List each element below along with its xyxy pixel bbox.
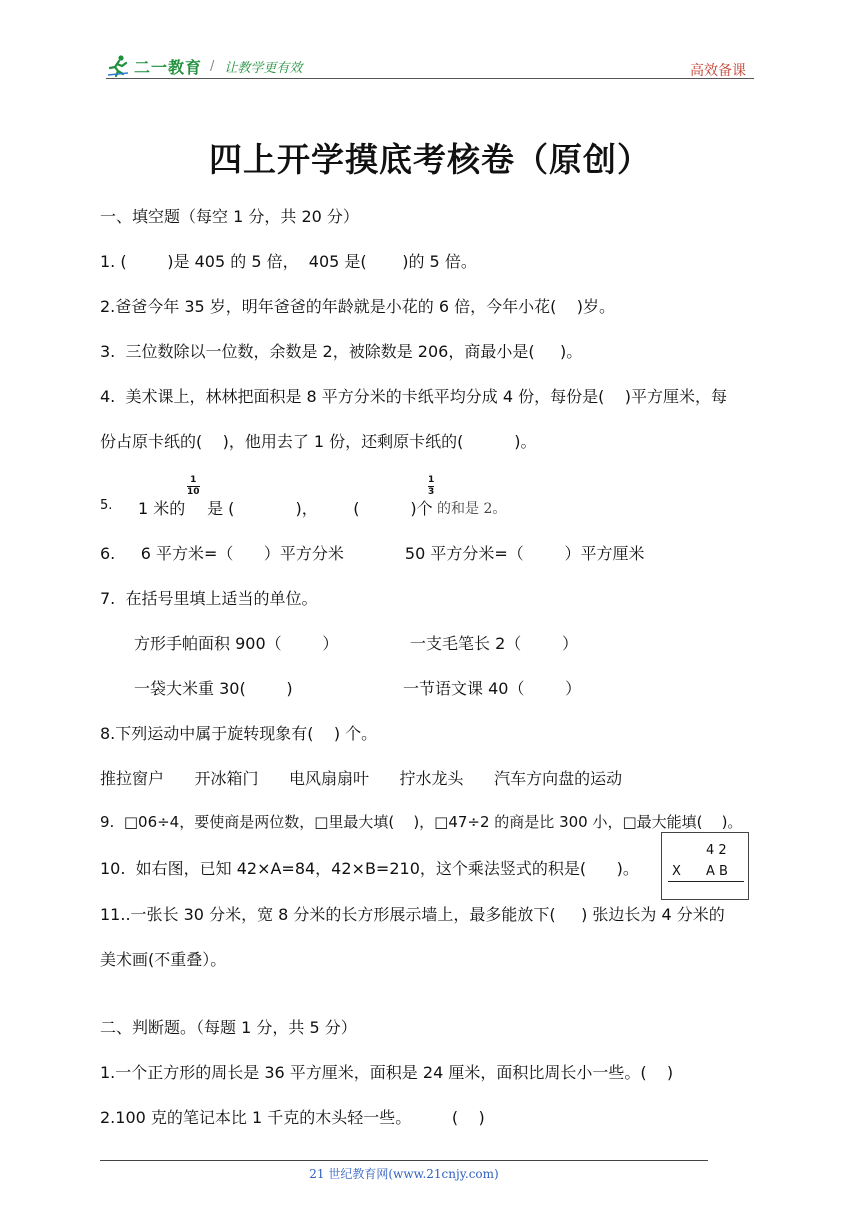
q5-number: 5. [100, 498, 113, 513]
q5-frac2-numerator: 1 [428, 475, 435, 485]
q7-item-brush: 一支毛笔长 2（ ） [410, 634, 578, 653]
brand-slogan: 让教学更有效 [224, 60, 303, 76]
box-multiplicand: 4 2 [706, 843, 727, 858]
box-product-line [668, 881, 744, 882]
section2-heading: 二、判断题。（每题 1 分，共 5 分） [100, 1018, 357, 1037]
question-1-9: 9. □06÷4，要使商是两位数，□里最大填( )，□47÷2 的商是比 300 小，□最大能填( )。 [100, 813, 743, 831]
question-1-4-line1: 4. 美术课上，林林把面积是 8 平方分米的卡纸平均分成 4 份，每份是( )平方厘米，每 [100, 387, 727, 406]
q5-part1: 1 米的 [138, 499, 186, 518]
q5-frac1-numerator: 1 [190, 475, 197, 485]
brand-name: 二一教育 [134, 57, 203, 77]
question-1-7: 7. 在括号里填上适当的单位。 [100, 589, 318, 608]
question-1-1: 1. ( )是 405 的 5 倍， 405 是( )的 5 倍。 [100, 252, 477, 271]
question-2-1: 1.一个正方形的周长是 36 平方厘米，面积是 24 厘米，面积比周长小一些。( ) [100, 1063, 674, 1082]
question-1-11-line1: 11..一张长 30 分米，宽 8 分米的长方形展示墙上，最多能放下( ) 张边长为 4 分米的 [100, 905, 725, 924]
section1-heading: 一、填空题（每空 1 分，共 20 分） [100, 207, 359, 226]
question-1-11-line2: 美术画(不重叠）。 [100, 950, 227, 969]
header-tag: 高效备课 [690, 63, 746, 79]
q7-item-class: 一节语文课 40（ ） [403, 679, 582, 698]
header-logo [106, 52, 336, 80]
q5-part3: 的和是 2。 [437, 501, 507, 517]
q8-options: 推拉窗户 开冰箱门 电风扇扇叶 拧水龙头 汽车方向盘的运动 [100, 769, 623, 788]
q5-frac2-denominator: 3 [428, 487, 435, 497]
page-title: 四上开学摸底考核卷（原创） [209, 140, 651, 179]
question-1-3: 3. 三位数除以一位数，余数是 2，被除数是 206，商最小是( )。 [100, 342, 583, 361]
q5-frac1-denominator: 10 [187, 487, 200, 497]
q5-fraction-1 [187, 476, 200, 497]
question-1-2: 2.爸爸今年 35 岁，明年爸爸的年龄就是小花的 6 倍，今年小花( )岁。 [100, 297, 615, 316]
q5-part2: 是 ( )， ( )个 [202, 499, 433, 518]
box-multiplier: A B [706, 864, 728, 879]
header-divider [106, 78, 754, 79]
footer-source: 21 世纪教育网(www.21cnjy.com) [309, 1167, 499, 1181]
question-1-6: 6. 6 平方米=（ ）平方分米 50 平方分米=（ ）平方厘米 [100, 544, 645, 563]
question-1-10: 10. 如右图，已知 42×A=84，42×B=210，这个乘法竖式的积是( )。 [100, 859, 639, 878]
q5-fraction-2 [428, 476, 434, 497]
box-times-sign: X [672, 864, 681, 879]
question-1-8: 8.下列运动中属于旋转现象有( ) 个。 [100, 724, 378, 743]
q7-item-rice: 一袋大米重 30( ) [134, 679, 293, 698]
runner-logo-icon [106, 54, 130, 78]
header-separator: / [210, 58, 215, 74]
multiplication-diagram [661, 832, 749, 900]
question-1-4-line2: 份占原卡纸的( )，他用去了 1 份，还剩原卡纸的( )。 [100, 432, 537, 451]
footer-divider [100, 1160, 708, 1161]
question-1-5 [100, 476, 580, 516]
q7-item-handkerchief: 方形手帕面积 900（ ） [134, 634, 339, 653]
question-2-2: 2.100 克的笔记本比 1 千克的木头轻一些。 ( ) [100, 1108, 485, 1127]
